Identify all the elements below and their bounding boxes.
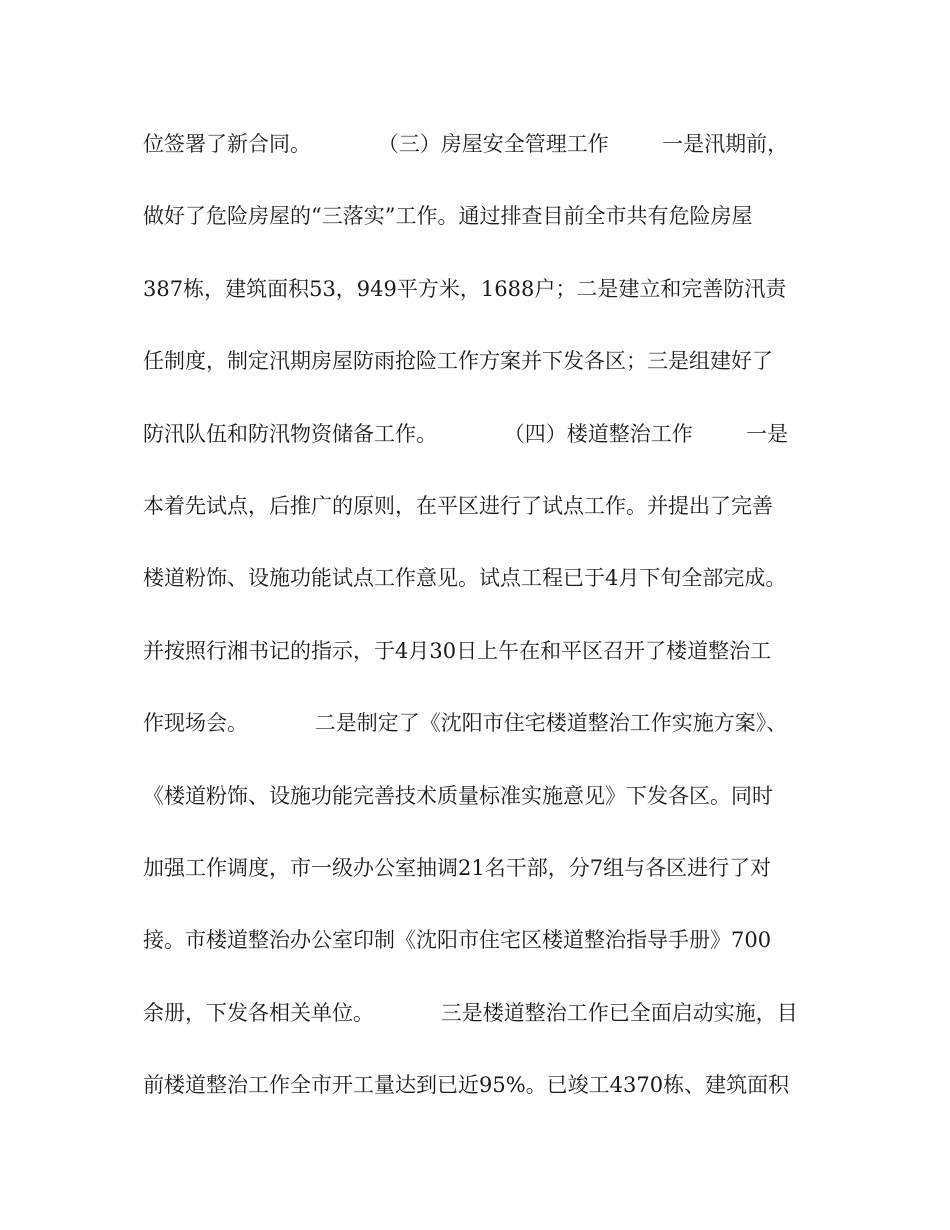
text-line-1: 位签署了新合同。 （三）房屋安全管理工作 一是汛期前， bbox=[143, 132, 789, 156]
text-line-12: 接。市楼道整治办公室印制《沈阳市住宅区楼道整治指导手册》700 bbox=[143, 928, 772, 953]
text-line-6: 本着先试点，后推广的原则，在平区进行了试点工作。并提出了完善 bbox=[143, 493, 773, 518]
text-line-7: 楼道粉饰、设施功能试点工作意见。试点工程已于4月下旬全部完成。 bbox=[143, 566, 787, 591]
text-line-10: 《楼道粉饰、设施功能完善技术质量标准实施意见》下发各区。同时 bbox=[143, 783, 773, 808]
text-line-9: 作现场会。 二是制定了《沈阳市住宅楼道整治工作实施方案》、 bbox=[143, 711, 788, 736]
text-line-5: 防汛队伍和防汛物资储备工作。 （四）楼道整治工作 一是 bbox=[143, 421, 789, 446]
body-text bbox=[143, 126, 808, 1139]
text-line-4: 任制度，制定汛期房屋防雨抢险工作方案并下发各区；三是组建好了 bbox=[143, 349, 773, 374]
text-line-2: 做好了危险房屋的“三落实”工作。通过排查目前全市共有危险房屋 bbox=[143, 204, 753, 229]
text-line-11: 加强工作调度，市一级办公室抽调21名干部，分7组与各区进行了对 bbox=[143, 855, 772, 880]
text-line-13: 余册，下发各相关单位。 三是楼道整治工作已全面启动实施，目 bbox=[143, 1000, 798, 1025]
text-line-8: 并按照行湘书记的指示，于4月30日上午在和平区召开了楼道整治工 bbox=[143, 638, 772, 663]
text-line-3: 387栋，建筑面积53，949平方米，1688户；二是建立和完善防汛责 bbox=[143, 276, 787, 301]
text-line-14: 前楼道整治工作全市开工量达到已近95%。已竣工4370栋、建筑面积 bbox=[143, 1073, 790, 1098]
